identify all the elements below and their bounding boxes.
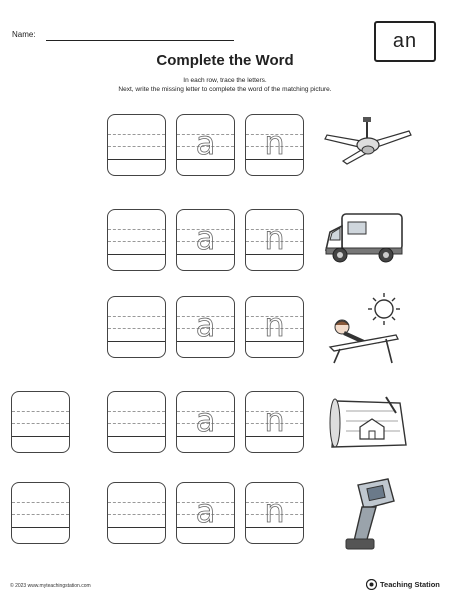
instruction-line-1: In each row, trace the letters. [183,77,267,84]
plan-picture [326,393,410,455]
trace-letter-box[interactable]: n [245,114,304,176]
trace-letter-box[interactable]: n [245,391,304,453]
blank-letter-box[interactable] [11,482,70,544]
trace-letter-box[interactable]: a [176,391,235,453]
copyright-text: © 2023 www.myteachingstation.com [10,583,91,589]
trace-letter-box[interactable]: n [245,296,304,358]
blank-letter-box[interactable] [11,391,70,453]
suntan-picture [326,291,410,367]
blank-letter-box[interactable] [107,296,166,358]
name-line [46,40,234,41]
page-title: Complete the Word [156,52,294,69]
trace-letter-box[interactable]: a [176,114,235,176]
trace-letter-box[interactable]: n [245,209,304,271]
word-family-badge: an [374,21,436,62]
scanner-picture [336,475,402,557]
brand-logo [366,579,440,590]
van-picture [322,208,406,268]
name-label: Name: [12,30,36,39]
blank-letter-box[interactable] [107,482,166,544]
brand-icon [366,579,377,590]
brand-name: Teaching Station [380,580,440,589]
trace-letter-box[interactable]: a [176,209,235,271]
trace-letter-box[interactable]: n [245,482,304,544]
instruction-line-2: Next, write the missing letter to complete the word of the matching picture. [118,86,332,93]
ceiling-fan-picture [323,115,413,175]
blank-letter-box[interactable] [107,114,166,176]
trace-letter-box[interactable]: a [176,296,235,358]
blank-letter-box[interactable] [107,209,166,271]
trace-letter-box[interactable]: a [176,482,235,544]
blank-letter-box[interactable] [107,391,166,453]
